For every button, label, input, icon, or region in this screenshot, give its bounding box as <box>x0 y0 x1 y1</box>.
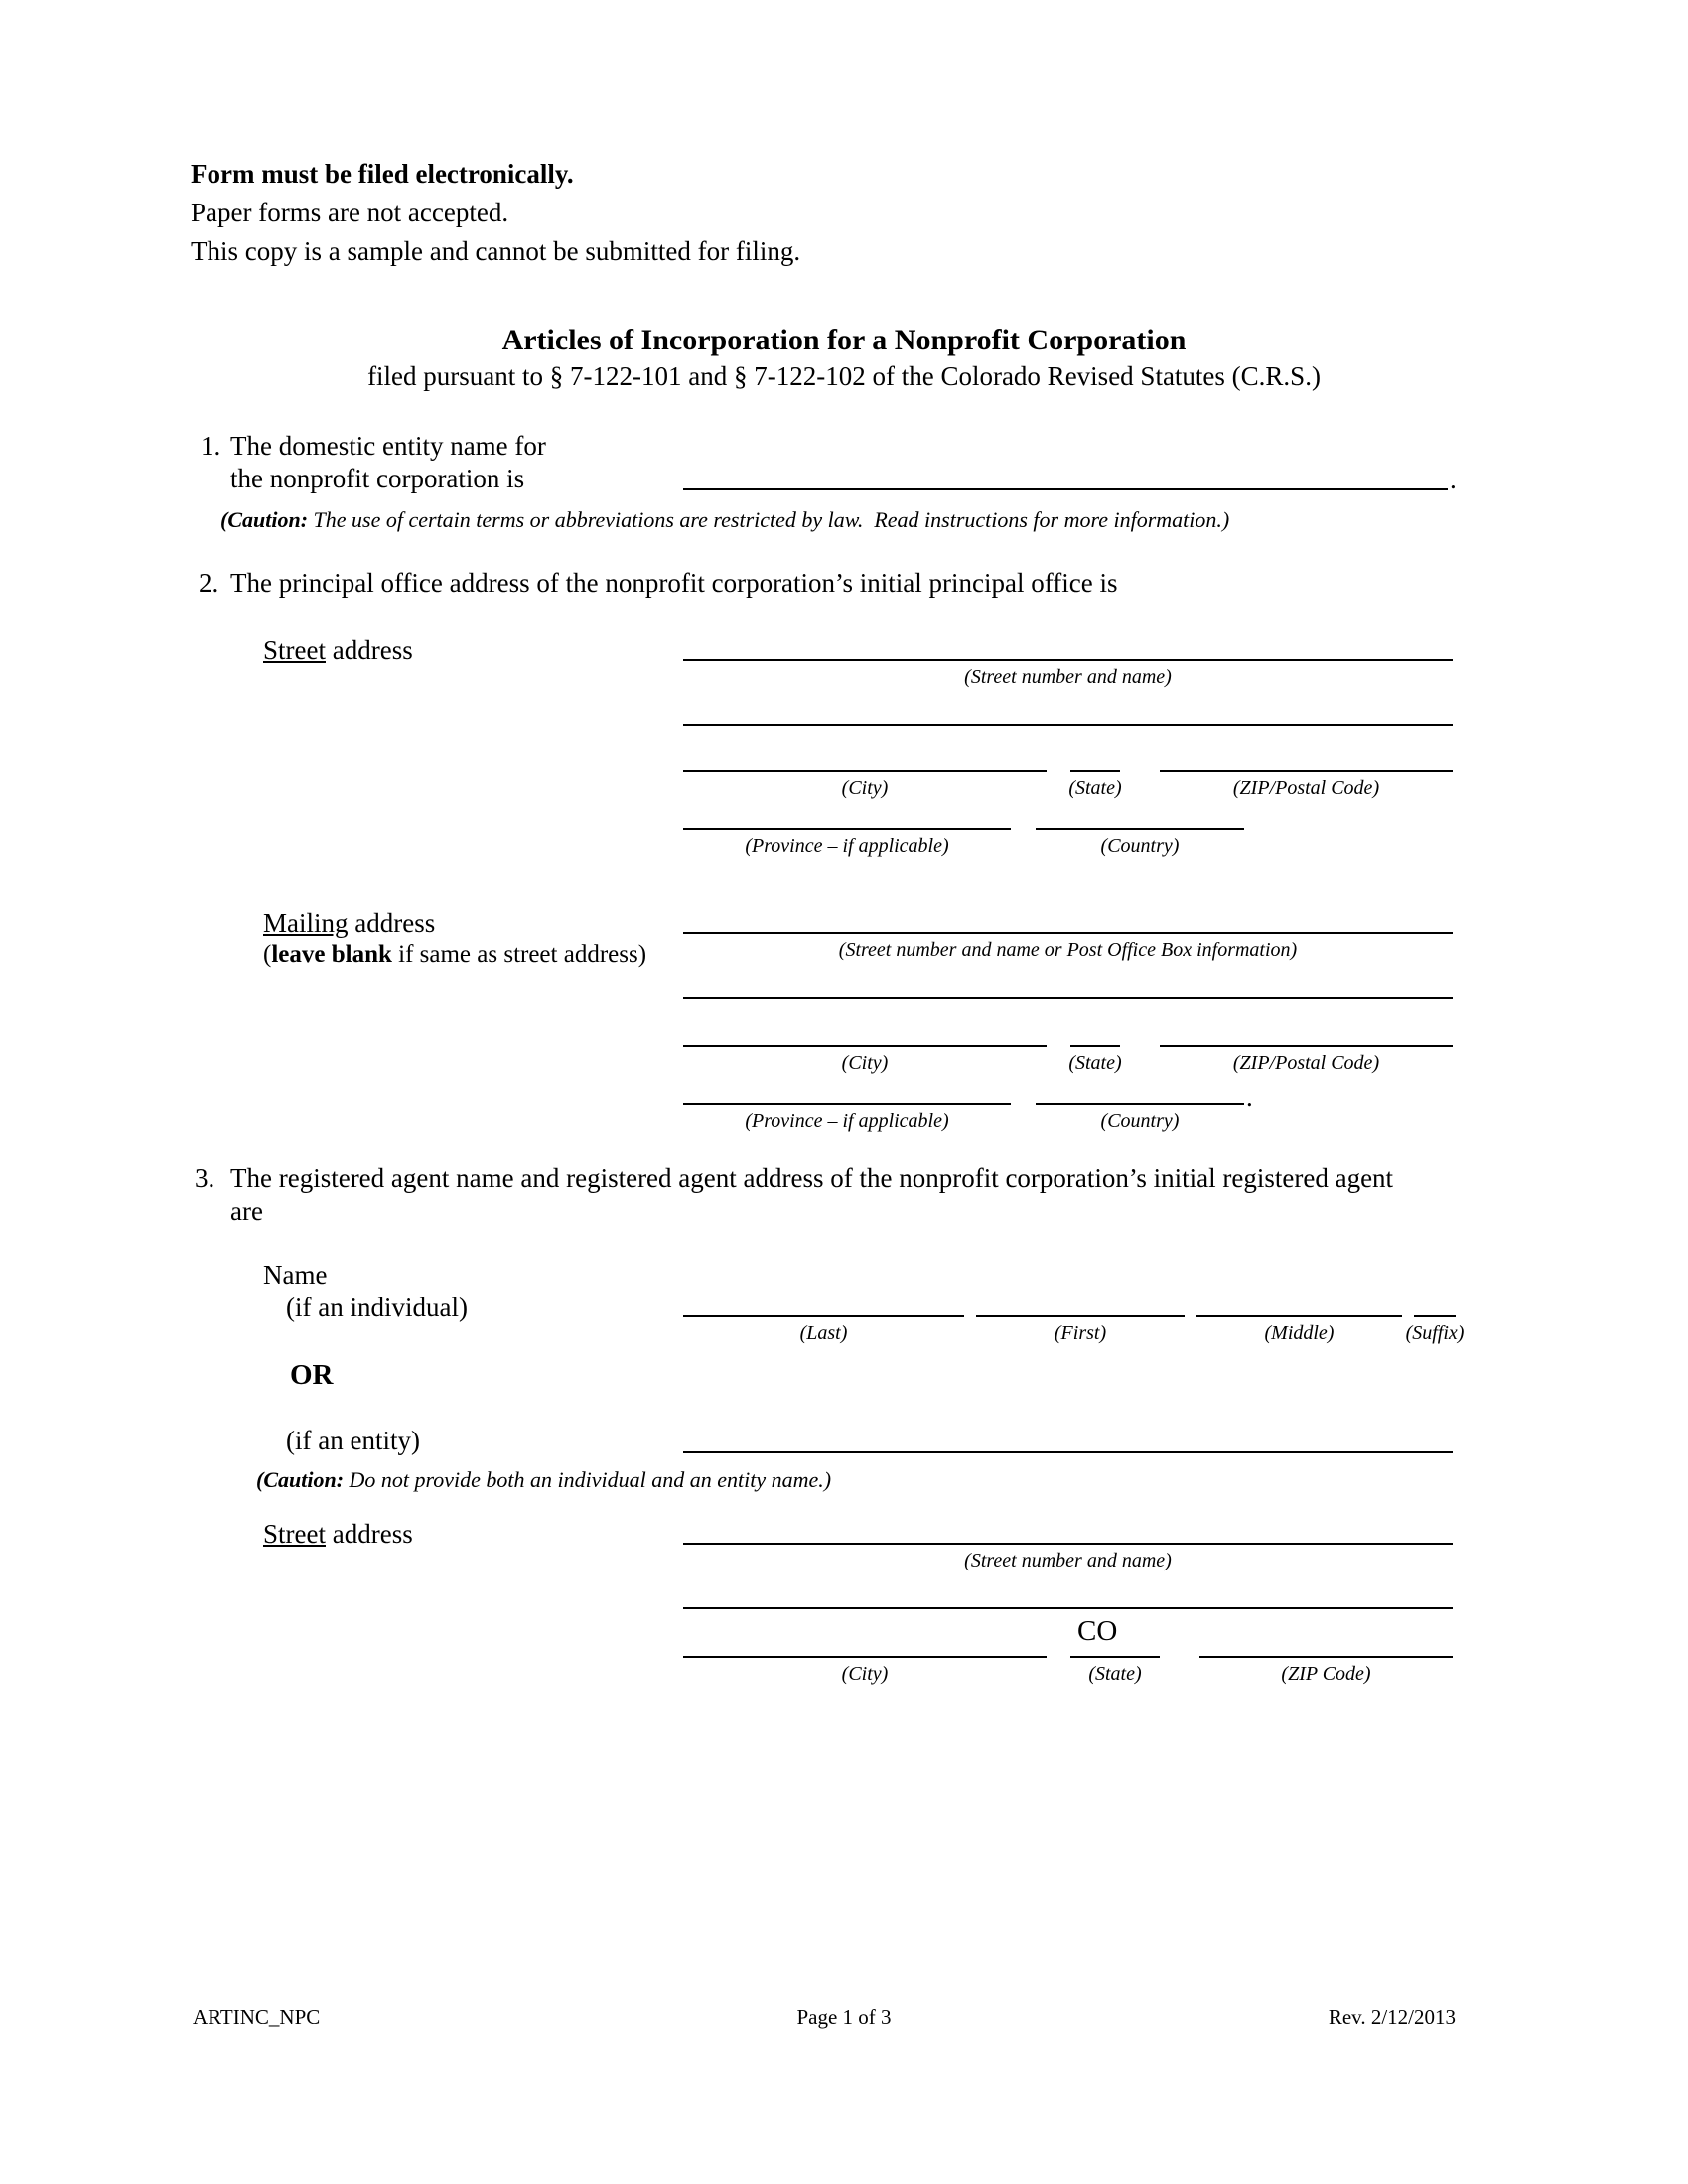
item-2-street-caption-line-1: (Street number and name) <box>964 666 1172 688</box>
item-3-street-address-label <box>263 1519 413 1551</box>
street-label-underlined: Street <box>263 635 326 665</box>
item-3-or-label: OR <box>290 1359 334 1391</box>
item-2-mailing-caption-province: (Province – if applicable) <box>745 1110 949 1132</box>
item-2-mailing-zip-field[interactable] <box>1160 1045 1453 1047</box>
item-3-caption-last: (Last) <box>799 1322 848 1344</box>
mailing-sub-bold: leave blank <box>271 941 392 968</box>
mailing-label-underlined: Mailing <box>263 908 349 938</box>
item-2-street-caption-city: (City) <box>841 777 889 799</box>
item-2-street-caption-province: (Province – if applicable) <box>745 835 949 857</box>
item-1-caution-label: (Caution: <box>220 507 309 532</box>
item-2-mailing-line-2-field[interactable] <box>683 997 1453 999</box>
item-1-caution-text: The use of certain terms or abbreviations are restricted by law. Read instructions for more information.) <box>308 507 1230 532</box>
item-2-mailing-line-1-field[interactable] <box>683 932 1453 934</box>
item-2-mailing-caption-country: (Country) <box>1100 1110 1180 1132</box>
item-2-mailing-terminator: . <box>1246 1082 1253 1112</box>
item-1-entity-name-field[interactable] <box>683 488 1448 490</box>
item-2-mailing-sublabel <box>263 940 646 970</box>
item-2-mailing-country-field[interactable] <box>1036 1103 1244 1105</box>
item-3-street-state-field[interactable] <box>1070 1656 1160 1658</box>
item-3-caption-suffix: (Suffix) <box>1405 1322 1465 1344</box>
item-2-mailing-city-field[interactable] <box>683 1045 1047 1047</box>
item-1-number: 1. <box>201 431 221 461</box>
item-2-street-line-2-field[interactable] <box>683 724 1453 726</box>
item-3-name-entity-label: (if an entity) <box>286 1426 420 1455</box>
item-3-caution-text: Do not provide both an individual and an entity name.) <box>344 1467 832 1492</box>
item-3-street-line-2-field[interactable] <box>683 1607 1453 1609</box>
footer-form-code: ARTINC_NPC <box>193 2005 321 2029</box>
item-2-mailing-caption-zip: (ZIP/Postal Code) <box>1232 1052 1380 1074</box>
item-2-mailing-province-field[interactable] <box>683 1103 1011 1105</box>
page-title: Articles of Incorporation for a Nonprofit Corporation <box>501 324 1187 356</box>
agent-street-label-rest: address <box>325 1519 413 1549</box>
item-2-street-country-field[interactable] <box>1036 828 1244 830</box>
item-2-street-line-1-field[interactable] <box>683 659 1453 661</box>
item-3-street-caption-city: (City) <box>841 1663 889 1685</box>
item-3-caption-middle: (Middle) <box>1264 1322 1335 1344</box>
footer-page-number: Page 1 of 3 <box>796 2005 892 2029</box>
item-3-name-first-field[interactable] <box>976 1315 1185 1317</box>
item-1-line-1: The domestic entity name for <box>230 431 546 461</box>
header-notice-line-1: Form must be filed electronically. <box>191 159 574 189</box>
item-3-street-state-value: CO <box>1077 1615 1118 1647</box>
item-3-street-caption-line-1: (Street number and name) <box>964 1550 1172 1571</box>
header-notice-line-3: This copy is a sample and cannot be submitted for filing. <box>191 236 801 266</box>
item-2-street-caption-state: (State) <box>1068 777 1122 799</box>
header-notice-line-2: Paper forms are not accepted. <box>191 198 509 227</box>
item-3-street-line-1-field[interactable] <box>683 1543 1453 1545</box>
item-2-street-address-label <box>263 635 413 667</box>
item-1-terminator: . <box>1450 465 1457 494</box>
item-3-number: 3. <box>195 1163 215 1193</box>
item-3-street-caption-state: (State) <box>1088 1663 1142 1685</box>
item-3-name-individual-label: (if an individual) <box>286 1293 468 1322</box>
item-3-caution-label: (Caution: <box>256 1467 345 1492</box>
item-3-caption-first: (First) <box>1054 1322 1107 1344</box>
item-2-mailing-state-field[interactable] <box>1070 1045 1120 1047</box>
item-1-line-2: the nonprofit corporation is <box>230 464 525 493</box>
mailing-sub-prefix: ( <box>263 941 272 968</box>
item-3-caution <box>256 1467 831 1493</box>
item-3-line-1: The registered agent name and registered agent address of the nonprofit corporation’s initial registered agent <box>230 1163 1394 1193</box>
footer-revision: Rev. 2/12/2013 <box>1328 2005 1456 2029</box>
mailing-label-rest: address <box>348 908 436 938</box>
page-subtitle: filed pursuant to § 7-122-101 and § 7-122-102 of the Colorado Revised Statutes (C.R.S.) <box>367 361 1321 391</box>
item-2-street-province-field[interactable] <box>683 828 1011 830</box>
item-3-name-label: Name <box>263 1260 328 1290</box>
item-2-street-caption-country: (Country) <box>1100 835 1180 857</box>
item-2-street-state-field[interactable] <box>1070 770 1120 772</box>
item-2-mailing-caption-state: (State) <box>1068 1052 1122 1074</box>
agent-street-label-underlined: Street <box>263 1519 326 1549</box>
item-2-mailing-address-label <box>263 908 435 940</box>
item-3-street-caption-zip: (ZIP Code) <box>1281 1663 1371 1685</box>
item-3-name-suffix-field[interactable] <box>1414 1315 1456 1317</box>
item-2-mailing-caption-city: (City) <box>841 1052 889 1074</box>
item-2-mailing-caption-line-1: (Street number and name or Post Office Box information) <box>838 939 1298 961</box>
item-2-street-caption-zip: (ZIP/Postal Code) <box>1232 777 1380 799</box>
item-2-street-city-field[interactable] <box>683 770 1047 772</box>
mailing-sub-suffix: if same as street address) <box>391 941 647 968</box>
item-3-line-2: are <box>230 1196 263 1226</box>
item-2-number: 2. <box>199 568 219 598</box>
item-3-name-middle-field[interactable] <box>1196 1315 1402 1317</box>
item-2-street-zip-field[interactable] <box>1160 770 1453 772</box>
item-3-street-city-field[interactable] <box>683 1656 1047 1658</box>
item-3-name-last-field[interactable] <box>683 1315 964 1317</box>
item-3-entity-name-field[interactable] <box>683 1451 1453 1453</box>
street-label-rest: address <box>325 635 413 665</box>
item-1-caution <box>220 507 1229 533</box>
item-3-street-zip-field[interactable] <box>1199 1656 1453 1658</box>
item-2-text: The principal office address of the nonprofit corporation’s initial principal office is <box>230 568 1118 598</box>
